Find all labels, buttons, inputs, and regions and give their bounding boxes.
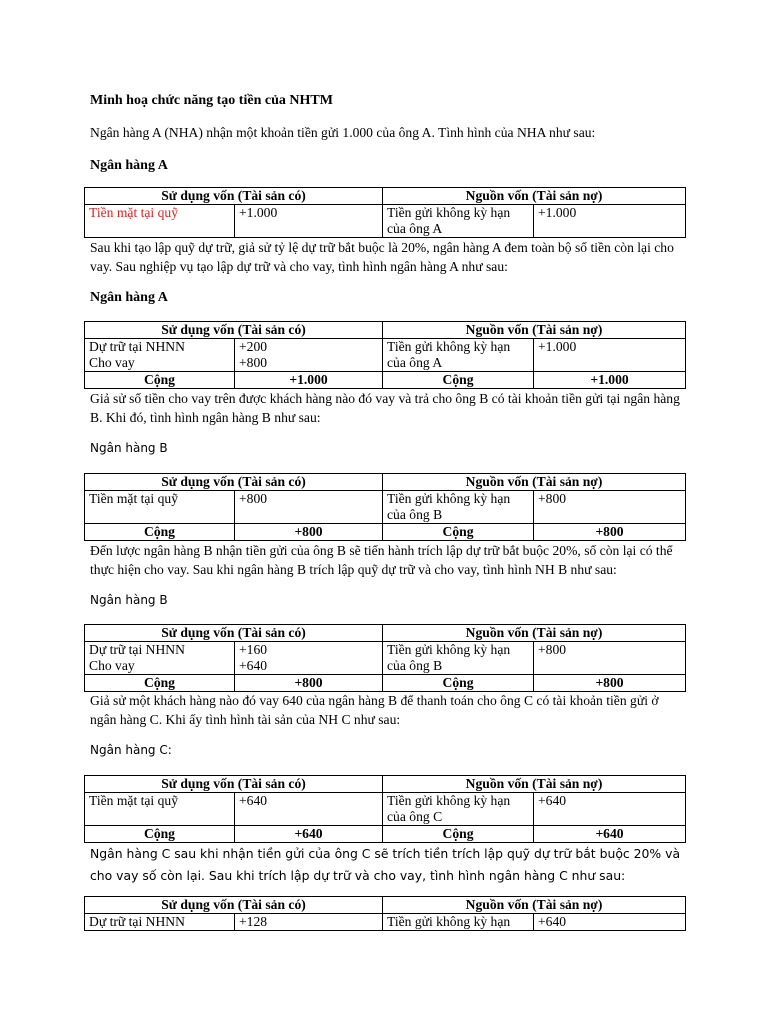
total-label-liabilities: Cộng bbox=[383, 675, 534, 692]
liability-label bbox=[383, 205, 534, 238]
assets-header: Sử dụng vốn (Tài sản có) bbox=[85, 474, 383, 491]
liabilities-header: Nguồn vốn (Tài sản nợ) bbox=[383, 188, 686, 205]
balance-table-3 bbox=[84, 473, 686, 541]
liability-label-line-2: của ông A bbox=[387, 221, 443, 236]
asset-value-2: +800 bbox=[239, 355, 268, 370]
balance-table-5 bbox=[84, 775, 686, 843]
liability-label-line-1: Tiền gửi không kỳ hạn bbox=[387, 793, 511, 808]
total-liabilities: +800 bbox=[534, 675, 686, 692]
asset-label-1: Dự trữ tại NHNN bbox=[89, 642, 185, 657]
heading-bank-a-1: Ngân hàng A bbox=[90, 158, 168, 173]
balance-table-1 bbox=[84, 187, 686, 238]
liability-label-line-1: Tiền gửi không kỳ hạn bbox=[387, 205, 511, 220]
liability-label-line-1: Tiền gửi không kỳ hạn bbox=[387, 491, 511, 506]
total-liabilities: +1.000 bbox=[534, 372, 686, 389]
heading-bank-b-1: Ngân hàng B bbox=[90, 441, 168, 455]
heading-bank-c-1: Ngân hàng C: bbox=[90, 743, 172, 757]
assets-header: Sử dụng vốn (Tài sản có) bbox=[85, 625, 383, 642]
paragraph-2: Sau khi tạo lập quỹ dự trữ, giả sử tỷ lệ dự trữ bắt buộc là 20%, ngân hàng A đem toàn bộ số tiền còn lại cho vay. Sau nghiệp vụ tạo lập dự trữ và cho vay, tình hình ngân hàng A như sau: bbox=[90, 240, 674, 274]
paragraph-5: Giả sử một khách hàng nào đó vay 640 của ngân hàng B để thanh toán cho ông C có tài khoản tiền gửi ở ngân hàng C. Khi ấy tình hình tài sản của NH C như sau: bbox=[90, 693, 659, 727]
total-assets: +640 bbox=[235, 826, 383, 843]
liability-label: Tiền gửi không kỳ hạn bbox=[383, 914, 534, 931]
liability-label bbox=[383, 793, 534, 826]
asset-label: Tiền mặt tại quỹ bbox=[85, 205, 235, 238]
asset-value: +1.000 bbox=[235, 205, 383, 238]
asset-label-2: Cho vay bbox=[89, 355, 135, 370]
liability-label bbox=[383, 642, 534, 675]
liability-value: +1.000 bbox=[534, 205, 686, 238]
liability-label-line-2: của ông B bbox=[387, 507, 443, 522]
liability-label-line-1: Tiền gửi không kỳ hạn bbox=[387, 642, 511, 657]
document-title: Minh hoạ chức năng tạo tiền của NHTM bbox=[90, 93, 333, 108]
liability-label-line-2: của ông A bbox=[387, 355, 443, 370]
assets-header: Sử dụng vốn (Tài sản có) bbox=[85, 322, 383, 339]
liability-label-line-2: của ông C bbox=[387, 809, 443, 824]
total-label-assets: Cộng bbox=[85, 372, 235, 389]
liabilities-header: Nguồn vốn (Tài sản nợ) bbox=[383, 322, 686, 339]
liability-value: +640 bbox=[534, 914, 686, 931]
balance-table-4 bbox=[84, 624, 686, 692]
total-label-assets: Cộng bbox=[85, 675, 235, 692]
balance-table-6 bbox=[84, 896, 686, 931]
asset-value-1: +200 bbox=[239, 339, 268, 354]
liabilities-header: Nguồn vốn (Tài sản nợ) bbox=[383, 625, 686, 642]
asset-value: +640 bbox=[235, 793, 383, 826]
asset-label: Dự trữ tại NHNN bbox=[85, 914, 235, 931]
balance-table-2 bbox=[84, 321, 686, 389]
liabilities-header: Nguồn vốn (Tài sản nợ) bbox=[383, 474, 686, 491]
liability-label bbox=[383, 339, 534, 372]
asset-labels bbox=[85, 642, 235, 675]
liability-value: +800 bbox=[534, 491, 686, 524]
total-label-liabilities: Cộng bbox=[383, 524, 534, 541]
total-liabilities: +800 bbox=[534, 524, 686, 541]
asset-label-1: Dự trữ tại NHNN bbox=[89, 339, 185, 354]
asset-label: Tiền mặt tại quỹ bbox=[85, 793, 235, 826]
total-liabilities: +640 bbox=[534, 826, 686, 843]
asset-label-2: Cho vay bbox=[89, 658, 135, 673]
asset-value: +128 bbox=[235, 914, 383, 931]
total-label-assets: Cộng bbox=[85, 524, 235, 541]
paragraph-3: Giả sử số tiền cho vay trên được khách hàng nào đó vay và trả cho ông B có tài khoản tiền gửi tại ngân hàng B. Khi đó, tình hình ngân hàng B như sau: bbox=[90, 391, 680, 425]
liabilities-header: Nguồn vốn (Tài sản nợ) bbox=[383, 776, 686, 793]
asset-value: +800 bbox=[235, 491, 383, 524]
liability-value: +800 bbox=[534, 642, 686, 675]
total-label-liabilities: Cộng bbox=[383, 372, 534, 389]
asset-labels bbox=[85, 339, 235, 372]
heading-bank-a-2: Ngân hàng A bbox=[90, 290, 168, 305]
liability-label-line-2: của ông B bbox=[387, 658, 443, 673]
paragraph-4: Đến lược ngân hàng B nhận tiền gửi của ông B sẽ tiến hành trích lập dự trữ bắt buộc 20%, số còn lại có thể thực hiện cho vay. Sau khi ngân hàng B trích lập quỹ dự trữ và cho vay, tình hình NH B như sau: bbox=[90, 543, 673, 577]
asset-value-2: +640 bbox=[239, 658, 268, 673]
assets-header: Sử dụng vốn (Tài sản có) bbox=[85, 188, 383, 205]
liabilities-header: Nguồn vốn (Tài sản nợ) bbox=[383, 897, 686, 914]
paragraph-6: Ngân hàng C sau khi nhận tiền gửi của ông C sẽ trích tiền trích lập quỹ dự trữ bắt buộc 20% và cho vay số còn lại. Sau khi trích lập dự trữ và cho vay, tình hình ngân hàng C như sau: bbox=[90, 846, 681, 883]
assets-header: Sử dụng vốn (Tài sản có) bbox=[85, 776, 383, 793]
total-label-liabilities: Cộng bbox=[383, 826, 534, 843]
asset-values bbox=[235, 642, 383, 675]
total-assets: +1.000 bbox=[235, 372, 383, 389]
heading-bank-b-2: Ngân hàng B bbox=[90, 593, 168, 607]
total-assets: +800 bbox=[235, 524, 383, 541]
liability-label bbox=[383, 491, 534, 524]
liability-label-line-1: Tiền gửi không kỳ hạn bbox=[387, 339, 511, 354]
total-label-assets: Cộng bbox=[85, 826, 235, 843]
total-assets: +800 bbox=[235, 675, 383, 692]
paragraph-1: Ngân hàng A (NHA) nhận một khoản tiền gửi 1.000 của ông A. Tình hình của NHA như sau: bbox=[90, 125, 596, 140]
liability-value: +1.000 bbox=[534, 339, 686, 372]
asset-value-1: +160 bbox=[239, 642, 268, 657]
liability-value: +640 bbox=[534, 793, 686, 826]
assets-header: Sử dụng vốn (Tài sản có) bbox=[85, 897, 383, 914]
asset-values bbox=[235, 339, 383, 372]
asset-label: Tiền mặt tại quỹ bbox=[85, 491, 235, 524]
